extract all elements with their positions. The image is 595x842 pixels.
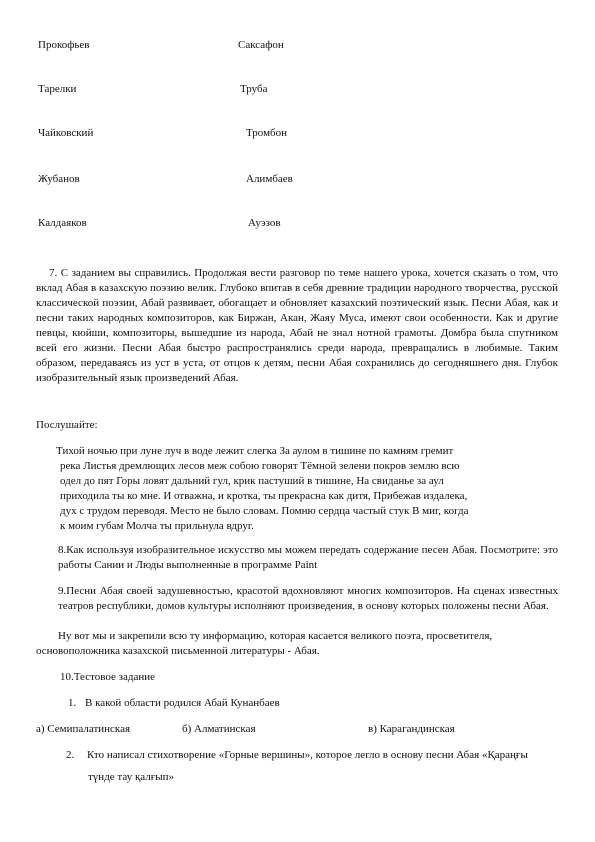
pair-left: Тарелки — [38, 83, 77, 95]
answer-option-a[interactable]: а) Семипалатинская — [36, 723, 131, 735]
question-2-continuation: түнде тау қалғып» — [88, 771, 175, 783]
pair-left: Калдаяков — [38, 217, 87, 229]
pair-right: Тромбон — [246, 127, 288, 139]
answer-option-b[interactable]: б) Алматинская — [182, 723, 256, 735]
poem-line: река Листья дремлющих лесов меж собою говорят Тёмной зелени покров землю всю — [60, 460, 460, 472]
poem-line: Тихой ночью при луне луч в воде лежит слегка За аулом в тишине по камням гремит — [56, 445, 454, 457]
summary-line-2: основоположника казахской письменной литературы - Абая. — [36, 645, 320, 657]
task-9-paragraph: 9.Песни Абая своей задушевностью, красотой вдохновляют многих композиторов. На сценах известных театров республики, домов культуры исполняют произведения, в основу которых положены песни Абая. — [58, 585, 558, 612]
pair-right: Алимбаев — [246, 173, 293, 185]
question-number: 1. — [68, 697, 77, 709]
test-heading: 10.Тестовое задание — [60, 671, 155, 683]
poem-line: дух с трудом переводя. Место не было словам. Помню сердца частый стук В миг, когда — [60, 505, 469, 517]
pair-left: Прокофьев — [38, 39, 90, 51]
question-text: В какой области родился Абай Кунанбаев — [85, 697, 280, 709]
summary-line-1: Ну вот мы и закрепили всю ту информацию, которая касается великого поэта, просветителя, — [58, 630, 493, 642]
pair-left: Жубанов — [38, 173, 80, 185]
pair-right: Труба — [240, 83, 268, 95]
question-1 — [68, 696, 280, 711]
task-7-paragraph: 7. С заданием вы справились. Продолжая вести разговор по теме нашего урока, хочется сказать о том, что вклад Абая в казахскую поэзию велик. Глубоко впитав в себя древние традиции народного творчества, русской классической поэзии, Абай развивает, обогащает и обновляет казахский поэтический язык. Песни Абая, как и песни таких народных композиторов, как Биржан, Акан, Жаяу Муса, имеют свои особенности. Как и другие певцы, кюйши, композиторы, вышедшие из народа, Абай не знал нотной грамоты. Домбра была спутником всей его жизни. Песни Абая быстро распространялись среди народа, превращались в любимые. Таким образом, передаваясь из уст в уста, от отцов к детям, песни Абая сохранились до сегодняшнего дня. Глубок изобразительный язык произведений Абая. — [36, 267, 558, 384]
poem-line: приходила ты ко мне. И отважна, и кротка, ты прекрасна как дитя, Прибежав издалека, — [60, 490, 468, 502]
listen-label: Послушайте: — [36, 419, 98, 431]
poem-line: одел до пят Горы ловят дальний гул, крик пастуший в тишине, На свиданье за аул — [60, 475, 444, 487]
question-number: 2. — [66, 749, 75, 761]
poem-line: к моим губам Молча ты прильнула вдруг. — [60, 520, 254, 532]
poem — [56, 444, 556, 534]
task-8-paragraph: 8.Как используя изобразительное искусство мы можем передать содержание песен Абая. Посмотрите: это работы Сании и Люды выполненные в программе Paint — [58, 544, 558, 571]
pair-left: Чайковский — [38, 127, 94, 139]
answer-option-c[interactable]: в) Карагандинская — [368, 723, 455, 735]
question-text: Кто написал стихотворение «Горные вершины», которое легло в основу песни Абая «Қараңғы — [87, 749, 528, 761]
pair-right: Саксафон — [238, 39, 284, 51]
pair-right: Ауэзов — [248, 217, 281, 229]
question-2 — [66, 748, 528, 763]
